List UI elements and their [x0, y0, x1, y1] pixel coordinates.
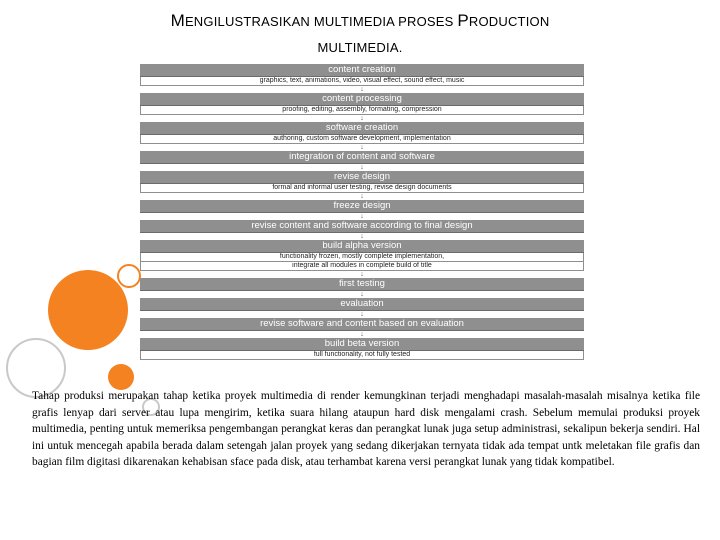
process-step-box: revise content and software according to final design [140, 220, 584, 233]
process-step-detail: integrate all modules in complete build of title [140, 262, 584, 271]
title-initial-p: P [457, 11, 469, 30]
down-arrow-icon: ↓ [360, 271, 364, 278]
down-arrow-icon: ↓ [360, 233, 364, 240]
down-arrow-icon: ↓ [360, 164, 364, 171]
slide-title [100, 8, 620, 61]
title-rest: RODUCTION [468, 14, 550, 29]
process-step-detail: authoring, custom software development, implementation [140, 135, 584, 144]
process-step-box: revise design [140, 171, 584, 184]
process-step-box: freeze design [140, 200, 584, 213]
decorative-orange-circle-small [108, 364, 134, 390]
process-step-detail: full functionality, not fully tested [140, 351, 584, 360]
process-step-box: software creation [140, 122, 584, 135]
down-arrow-icon: ↓ [360, 115, 364, 122]
down-arrow-icon: ↓ [360, 291, 364, 298]
decorative-orange-circle-large [48, 270, 128, 350]
process-step-box: first testing [140, 278, 584, 291]
process-step-box: evaluation [140, 298, 584, 311]
title-mid: ENGILUSTRASIKAN MULTIMEDIA PROSES [184, 14, 458, 29]
process-step-box: integration of content and software [140, 151, 584, 164]
down-arrow-icon: ↓ [360, 193, 364, 200]
slide-title-line1 [100, 8, 620, 35]
process-step-detail: graphics, text, animations, video, visual effect, sound effect, music [140, 77, 584, 86]
process-step-detail: functionality frozen, mostly complete implementation, [140, 253, 584, 262]
down-arrow-icon: ↓ [360, 144, 364, 151]
down-arrow-icon: ↓ [360, 86, 364, 93]
process-step-box: build alpha version [140, 240, 584, 253]
process-step-detail: formal and informal user testing, revise design documents [140, 184, 584, 193]
production-process-diagram [140, 64, 584, 360]
down-arrow-icon: ↓ [360, 311, 364, 318]
body-paragraph: Tahap produksi merupakan tahap ketika proyek multimedia di render kemungkinan terjadi menghadapi masalah-masalah misalnya ketika file grafis lenyap dari server atau lupa mengirim, ketika suara hilang ataupun hard disk mengalami crash. Sebelum memulai produksi proyek multimedia, penting untuk memeriksa pengembangan perangkat keras dan perangkat lunak juga setup administrasi, sekalipun bekerja sendiri. Hal ini untuk mencegah apabila berada dalam setengah jalan proyek yang sedang dikerjakan ternyata tidak ada tempat untk meletakan file grafis dan bagian film digitasi dikarenakan kehabisan sface pada disk, atau terhambat karena versi perangkat lunak yang tidak kompatibel. [32, 390, 700, 468]
title-initial-m: M [170, 11, 185, 30]
down-arrow-icon: ↓ [360, 213, 364, 220]
process-step-box: revise software and content based on evaluation [140, 318, 584, 331]
down-arrow-icon: ↓ [360, 331, 364, 338]
process-step-box: content processing [140, 93, 584, 106]
slide-title-line2: MULTIMEDIA. [317, 40, 403, 55]
process-step-box: content creation [140, 64, 584, 77]
process-step-box: build beta version [140, 338, 584, 351]
process-step-detail: proofing, editing, assembly, formating, compression [140, 106, 584, 115]
decorative-orange-ring [117, 264, 141, 288]
